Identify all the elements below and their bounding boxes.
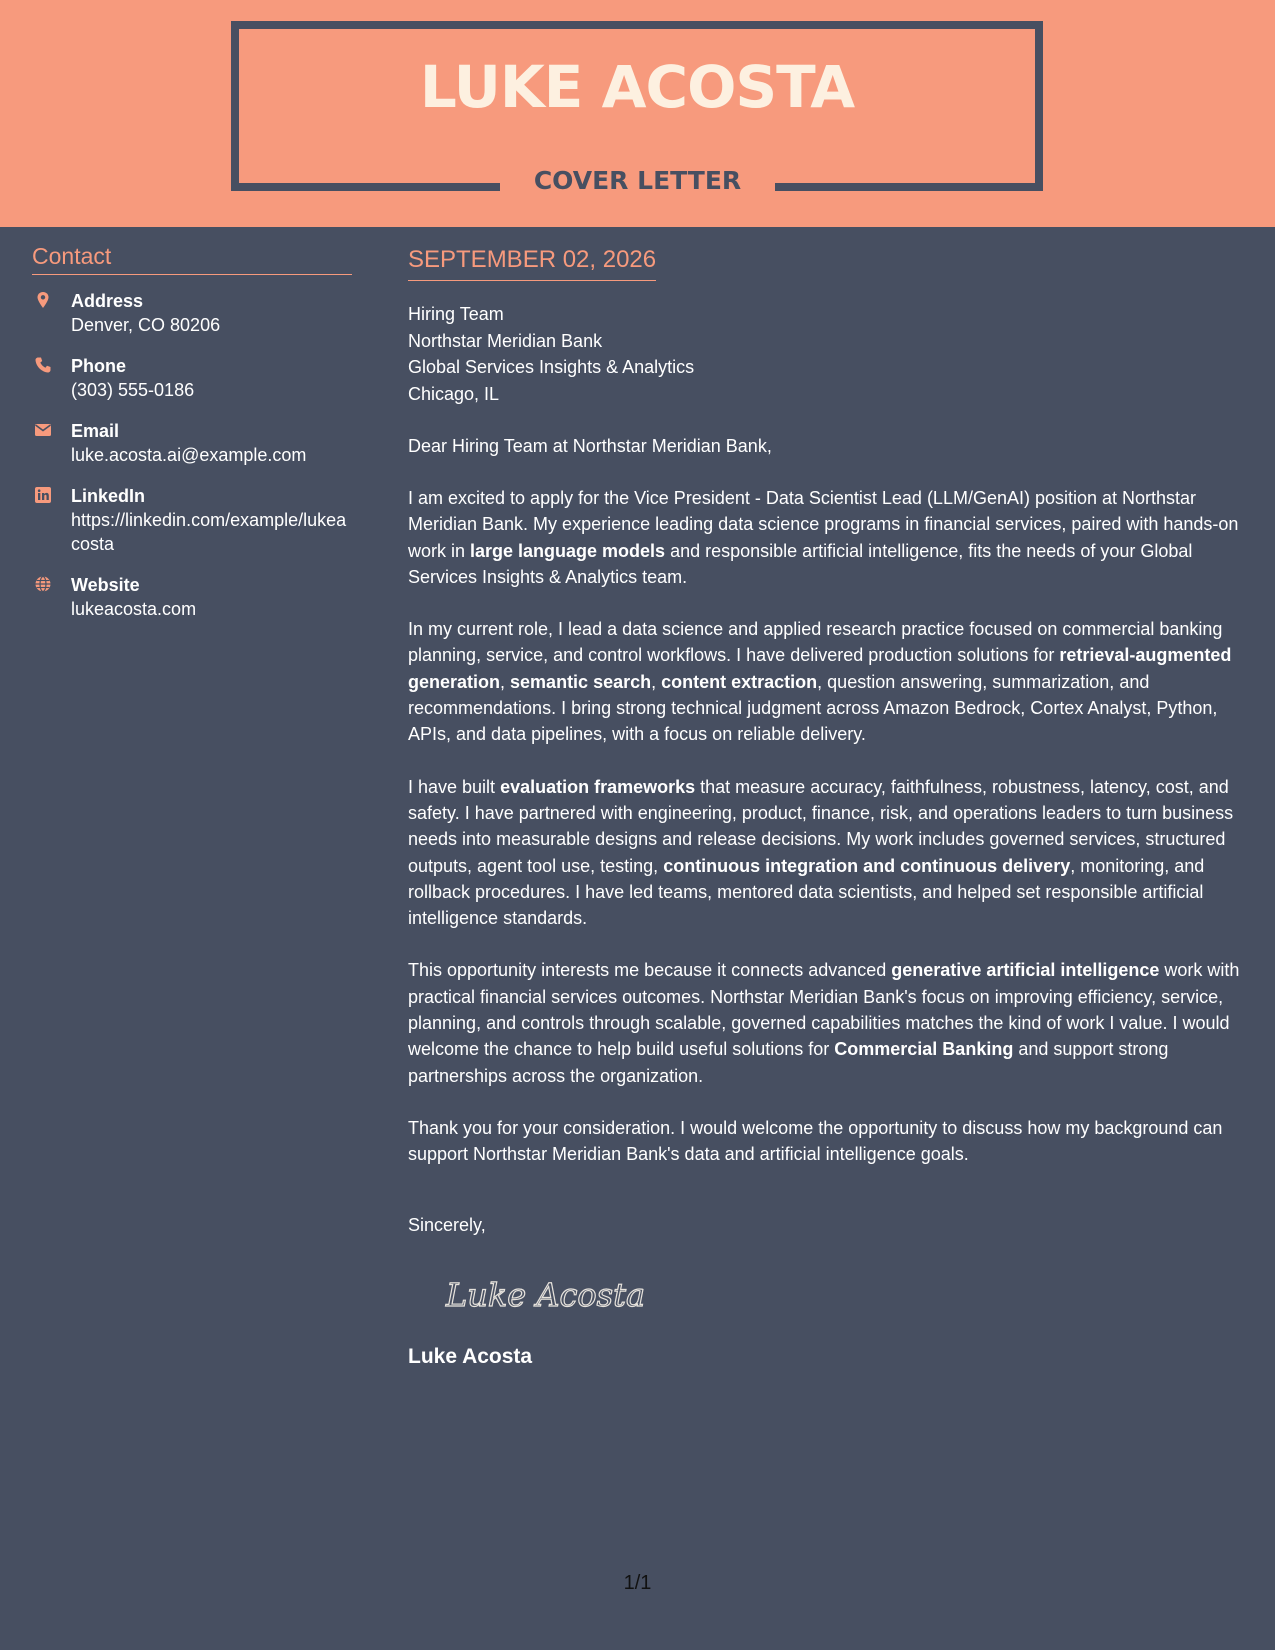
- contact-item-email: [32, 419, 352, 467]
- paragraph-text: ,: [651, 671, 662, 692]
- letter-paragraph: [408, 774, 1244, 932]
- paragraph-text: , monitoring, and rollback procedures. I have led teams, mentored data scientists, and helped set responsible artificial intelligence standards.: [408, 855, 1205, 929]
- emphasis-text: continuous integration and continuous delivery: [663, 855, 1071, 876]
- paragraph-text: and responsible artificial intelligence, fits the needs of your Global Services Insights & Analytics team.: [408, 540, 1193, 587]
- paragraph-text: I have built: [408, 776, 501, 797]
- recipient-line: Hiring Team: [408, 304, 504, 324]
- contact-label: Website: [71, 575, 140, 595]
- letter-paragraph: [408, 957, 1244, 1088]
- contact-item-address: [32, 289, 352, 337]
- salutation: Dear Hiring Team at Northstar Meridian Bank,: [408, 436, 772, 456]
- contact-label: Address: [71, 291, 144, 311]
- emphasis-text: large language models: [470, 540, 666, 561]
- page-number: 1/1: [623, 1572, 652, 1594]
- header-banner: [0, 0, 1275, 227]
- contact-label: Email: [71, 421, 120, 441]
- emphasis-text: Commercial Banking: [834, 1039, 1014, 1060]
- contact-value: Denver, CO 80206: [71, 315, 221, 335]
- document-subtitle: COVER LETTER: [533, 166, 742, 195]
- contact-sidebar: [32, 243, 352, 638]
- linkedin-icon: [34, 486, 52, 504]
- paragraph-text: work with practical financial services outcomes. Northstar Meridian Bank's focus on improving efficiency, service, planning, and controls through scalable, governed capabilities matches the kind of work I value. I would welcome the chance to help build useful solutions for: [408, 960, 1240, 1060]
- globe-icon: [34, 575, 52, 593]
- envelope-icon: [34, 421, 52, 439]
- signer-name: Luke Acosta: [408, 1344, 533, 1368]
- paragraph-text: In my current role, I lead a data science and applied research practice focused on commercial banking planning, service, and control workflows. I have delivered production solutions for: [408, 619, 1223, 666]
- letter-paragraph: [408, 485, 1244, 590]
- applicant-name: LUKE ACOSTA: [419, 53, 855, 121]
- contact-label: LinkedIn: [71, 486, 146, 506]
- signature-text: Luke Acosta: [446, 1275, 646, 1314]
- email-link[interactable]: luke.acosta.ai@example.com: [71, 445, 307, 465]
- handwritten-signature: [442, 1270, 662, 1320]
- recipient-line: Chicago, IL: [408, 383, 500, 404]
- emphasis-text: content extraction: [661, 671, 818, 692]
- contact-label: Phone: [71, 356, 127, 376]
- emphasis-text: semantic search: [510, 671, 652, 692]
- emphasis-text: generative artificial intelligence: [891, 960, 1160, 981]
- closing: Sincerely,: [408, 1214, 486, 1235]
- paragraph-text: This opportunity interests me because it connects advanced: [408, 960, 892, 981]
- recipient-block: [408, 301, 1244, 407]
- website-link[interactable]: lukeacosta.com: [71, 599, 197, 619]
- recipient-line: Global Services Insights & Analytics: [408, 357, 695, 377]
- emphasis-text: retrieval-augmented generation: [408, 645, 1232, 692]
- letter-date: SEPTEMBER 02, 2026: [408, 246, 656, 281]
- linkedin-link[interactable]: https://linkedin.com/example/lukeacosta: [71, 510, 347, 554]
- phone-icon: [34, 356, 52, 374]
- paragraph-text: , question answering, summarization, and recommendations. I bring strong technical judgment across Amazon Bedrock, Cortex Analyst, Python, APIs, and data pipelines, with a focus on reliable delivery.: [408, 671, 1218, 745]
- contact-item-phone: [32, 354, 352, 402]
- letter-paragraph: [408, 616, 1244, 747]
- paragraph-text: and support strong partnerships across the organization.: [408, 1039, 1169, 1086]
- recipient-line: Northstar Meridian Bank: [408, 330, 603, 351]
- contact-item-linkedin: [32, 484, 352, 556]
- paragraph-text: Thank you for your consideration. I would welcome the opportunity to discuss how my background can support Northstar Meridian Bank's data and artificial intelligence goals.: [408, 1117, 1223, 1165]
- paragraph-text: that measure accuracy, faithfulness, robustness, latency, cost, and safety. I have partnered with engineering, product, finance, risk, and operations leaders to turn business needs into measurable designs and release decisions. My work includes governed services, structured outputs, agent tool use, testing,: [408, 776, 1234, 876]
- contact-heading: Contact: [32, 243, 352, 275]
- map-pin-icon: [34, 291, 52, 309]
- letter-body: [408, 246, 1244, 1369]
- emphasis-text: evaluation frameworks: [500, 776, 696, 797]
- letter-paragraphs: [408, 485, 1244, 1168]
- contact-value: (303) 555-0186: [71, 380, 195, 400]
- letter-paragraph: [408, 1115, 1244, 1168]
- contact-item-website: [32, 573, 352, 621]
- paragraph-text: ,: [500, 671, 511, 692]
- paragraph-text: I am excited to apply for the Vice President - Data Scientist Lead (LLM/GenAI) position at Northstar Meridian Bank. My experience leading data science programs in financial services, paired with hands-on work in: [408, 488, 1239, 561]
